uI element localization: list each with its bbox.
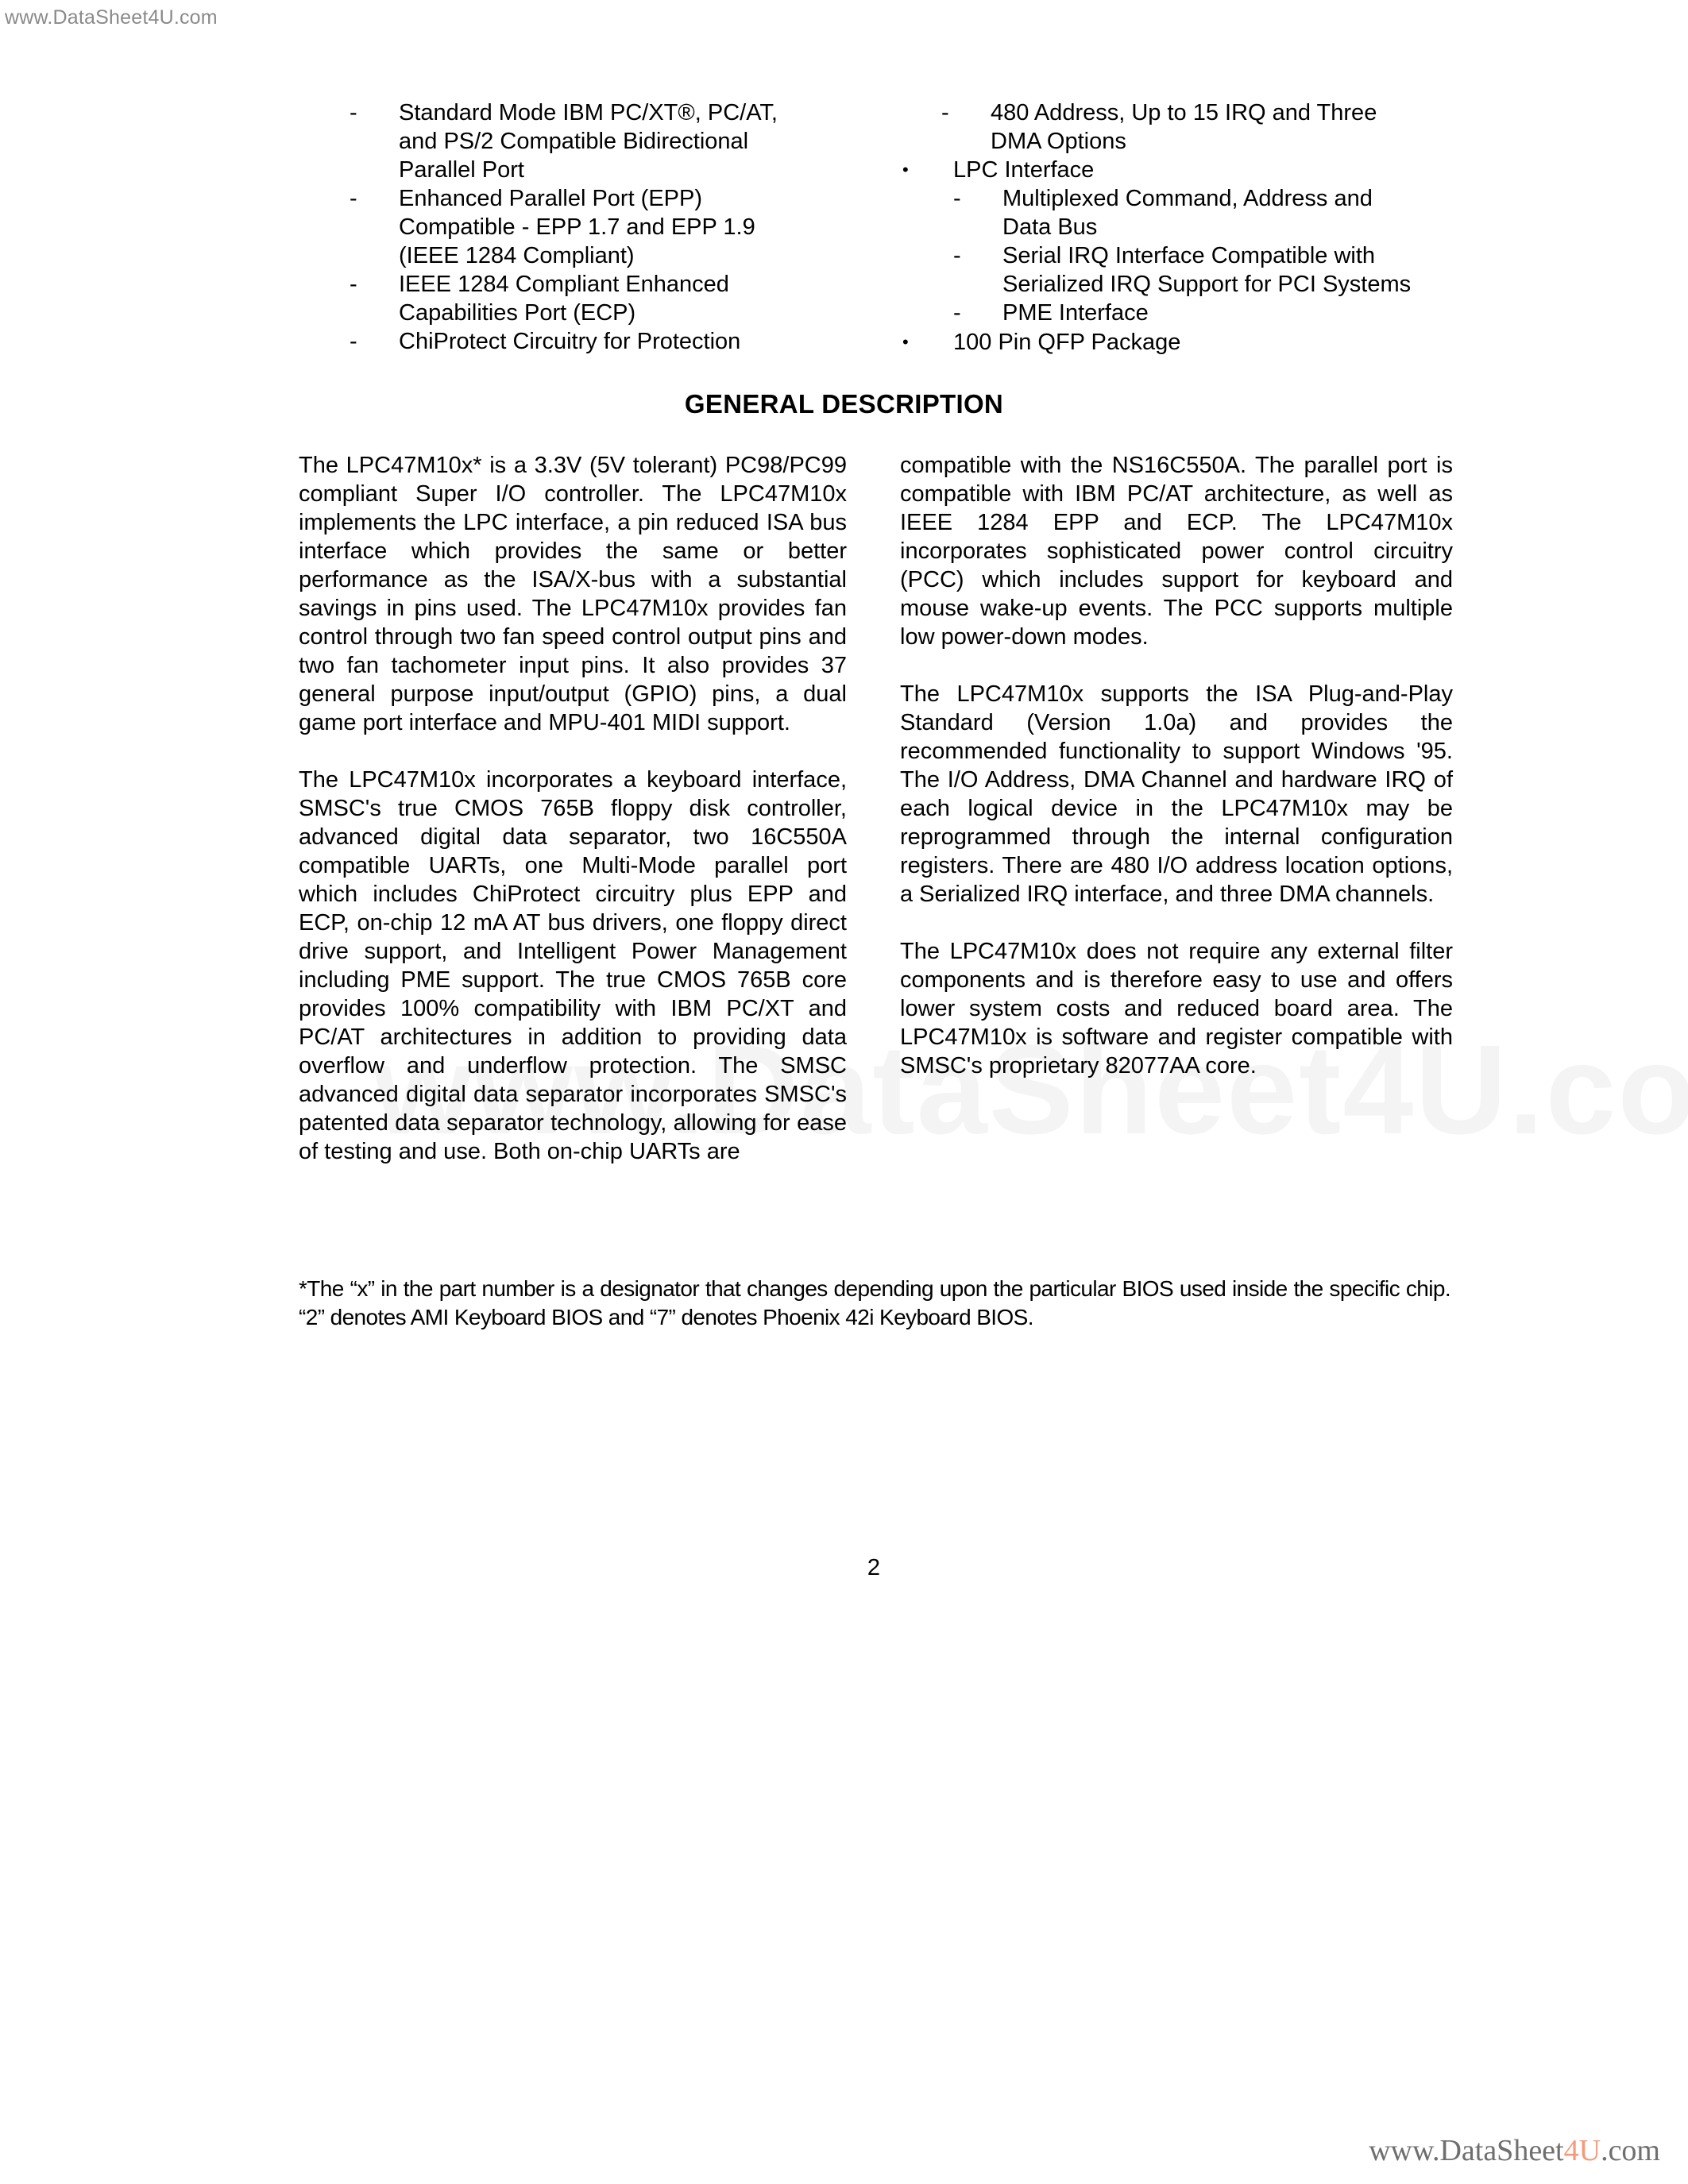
- feature-line: Compatible - EPP 1.7 and EPP 1.9: [399, 214, 755, 240]
- description-paragraph: compatible with the NS16C550A. The parallel port is compatible with IBM PC/AT architecture, as well as IEEE 1284 EPP and ECP. The LPC47M10x incorporates sophisticated power control circuitry (PCC) which includes support for keyboard and mouse wake-up events. The PCC supports multiple low power-down modes.: [900, 453, 1453, 650]
- dash-marker: -: [350, 100, 357, 125]
- dash-marker: -: [953, 243, 961, 268]
- description-left-column: [299, 451, 847, 1194]
- dash-marker: -: [350, 186, 357, 211]
- watermark-top[interactable]: www.DataSheet4U.com: [5, 6, 218, 29]
- feature-bullet-item: [898, 156, 1470, 184]
- feature-item: [350, 270, 842, 327]
- feature-item: [350, 98, 842, 184]
- feature-line: Enhanced Parallel Port (EPP): [399, 186, 703, 211]
- watermark-bottom-prefix: www.DataSheet: [1369, 2134, 1564, 2167]
- page-number: 2: [867, 1555, 881, 1580]
- feature-line: Serial IRQ Interface Compatible with: [1002, 243, 1376, 268]
- feature-line: IEEE 1284 Compliant Enhanced: [399, 272, 729, 297]
- description-right-column: [900, 451, 1453, 1109]
- feature-line: and PS/2 Compatible Bidirectional: [399, 129, 749, 154]
- feature-item: [350, 327, 842, 356]
- feature-sub-item: [898, 184, 1470, 241]
- feature-line: Parallel Port: [399, 157, 524, 183]
- description-paragraph: The LPC47M10x supports the ISA Plug-and-Play Standard (Version 1.0a) and provides the recommended functionality to support Windows '95. The I/O Address, DMA Channel and hardware IRQ of each logical device in the LPC47M10x may be reprogrammed through the internal configuration registers. There are 480 I/O address location options, a Serialized IRQ interface, and three DMA channels.: [900, 681, 1453, 907]
- footnote: *The “x” in the part number is a designator that changes depending upon the particular BIOS used inside the specific chip. “2” denotes AMI Keyboard BIOS and “7” denotes Phoenix 42i Keyboard BIOS.: [299, 1276, 1450, 1329]
- dash-marker: -: [941, 100, 949, 125]
- feature-line: (IEEE 1284 Compliant): [399, 243, 635, 268]
- description-paragraph: The LPC47M10x* is a 3.3V (5V tolerant) PC98/PC99 compliant Super I/O controller. The LPC47M10x implements the LPC interface, a pin reduced ISA bus interface which provides the same or better performance as the ISA/X-bus with a substantial savings in pins used. The LPC47M10x provides fan control through two fan speed control output pins and two fan tachometer input pins. It also provides 37 general purpose input/output (GPIO) pins, a dual game port interface and MPU-401 MIDI support.: [299, 453, 847, 735]
- description-paragraph: The LPC47M10x does not require any external filter components and is therefore easy to use and offers lower system costs and reduced board area. The LPC47M10x is software and register compatible with SMSC's proprietary 82077AA core.: [900, 939, 1453, 1078]
- feature-line: Standard Mode IBM PC/XT®, PC/AT,: [399, 100, 778, 125]
- feature-item: [941, 98, 1470, 156]
- dash-marker: -: [350, 329, 357, 354]
- feature-line: Serialized IRQ Support for PCI Systems: [1002, 272, 1412, 297]
- feature-line: 480 Address, Up to 15 IRQ and Three: [991, 100, 1377, 125]
- watermark-bottom[interactable]: [1369, 2133, 1660, 2168]
- feature-line: 100 Pin QFP Package: [953, 330, 1181, 355]
- feature-line: LPC Interface: [953, 157, 1095, 183]
- watermark-bottom-suffix: .com: [1601, 2134, 1660, 2167]
- feature-list-right: [898, 98, 1470, 357]
- feature-list-left: [350, 98, 842, 356]
- bullet-marker: •: [902, 160, 909, 179]
- dash-marker: -: [350, 272, 357, 297]
- feature-line: Capabilities Port (ECP): [399, 300, 636, 326]
- feature-line: DMA Options: [991, 129, 1126, 154]
- feature-line: ChiProtect Circuitry for Protection: [399, 329, 741, 354]
- dash-marker: -: [953, 186, 961, 211]
- feature-line: Data Bus: [1002, 214, 1098, 240]
- feature-bullet-item: [898, 328, 1470, 357]
- section-heading: GENERAL DESCRIPTION: [684, 389, 1004, 419]
- feature-sub-item: [898, 299, 1470, 327]
- feature-line: Multiplexed Command, Address and: [1002, 186, 1373, 211]
- feature-line: PME Interface: [1002, 300, 1149, 326]
- feature-item: [350, 184, 842, 270]
- dash-marker: -: [953, 300, 961, 326]
- watermark-bottom-accent: 4U: [1563, 2134, 1601, 2167]
- bullet-marker: •: [902, 332, 909, 352]
- description-paragraph: The LPC47M10x incorporates a keyboard interface, SMSC's true CMOS 765B floppy disk controller, advanced digital data separator, two 16C550A compatible UARTs, one Multi-Mode parallel port which includes ChiProtect circuitry plus EPP and ECP, on-chip 12 mA AT bus drivers, one floppy direct drive support, and Intelligent Power Management including PME support. The true CMOS 765B core provides 100% compatibility with IBM PC/XT and PC/AT architectures in addition to providing data overflow and underflow protection. The SMSC advanced digital data separator incorporates SMSC's patented data separator technology, allowing for ease of testing and use. Both on-chip UARTs are: [299, 767, 847, 1164]
- feature-sub-item: [898, 241, 1470, 299]
